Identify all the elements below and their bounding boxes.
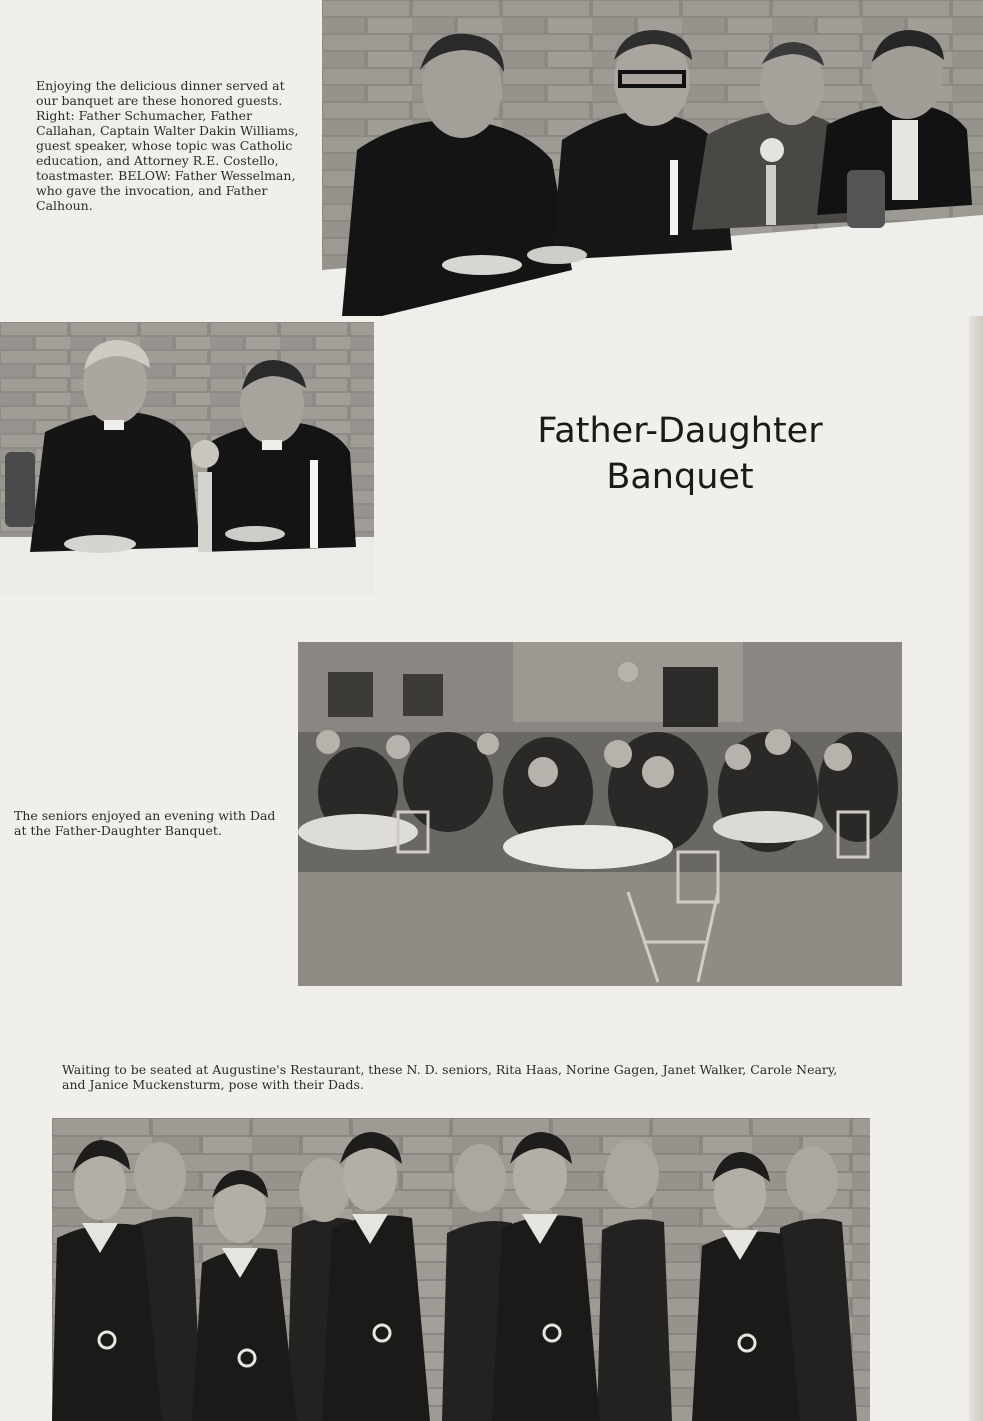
photo-seniors-with-dads <box>52 1118 870 1421</box>
caption-seniors-evening: The seniors enjoyed an evening with Dad at the Father-Daughter Banquet. <box>14 808 276 838</box>
page-title <box>500 408 860 500</box>
page-title-line-1: Father-Daughter <box>537 411 823 451</box>
photo-two-priests <box>0 322 374 596</box>
photo-dining-hall <box>298 642 902 986</box>
caption-restaurant: Waiting to be seated at Augustine's Restaurant, these N. D. seniors, Rita Haas, Norine Gagen, Janet Walker, Carole Neary, and Janice Muckensturm, pose with their Dads. <box>62 1062 838 1092</box>
page-title-line-2: Banquet <box>606 457 754 497</box>
caption-honored-guests: Enjoying the delicious dinner served at our banquet are these honored guests. Right: Father Schumacher, Father Callahan, Captain Walter Dakin Williams, guest speaker, whose topic was Catholic education, and Attorney R.E. Costello, toastmaster. BELOW: Father Wesselman, who gave the invocation, and Father Calhoun. <box>36 78 299 213</box>
photo-head-table <box>322 0 983 316</box>
